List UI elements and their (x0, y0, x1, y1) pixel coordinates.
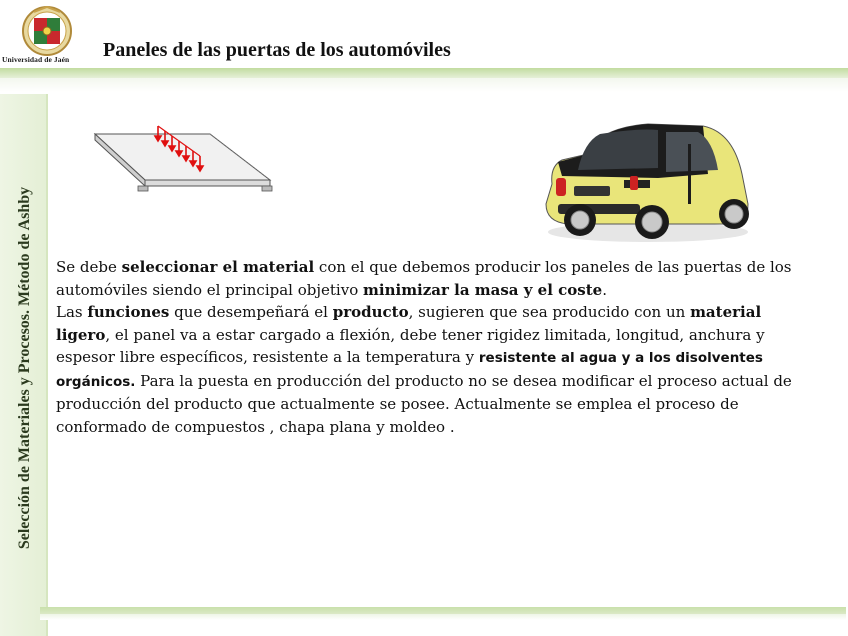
text-run: . (602, 280, 607, 299)
bold-functions: funciones (87, 303, 170, 321)
text-run: , sugieren que sea producido con un (408, 303, 691, 321)
header-shadow (0, 78, 848, 92)
bold-minimize-mass-cost: minimizar la masa y el coste (363, 280, 603, 299)
loaded-panel-diagram-icon (90, 122, 280, 197)
body-text (56, 256, 816, 438)
text-run: que desempeñará el (169, 303, 333, 321)
smart-car-photo-icon (538, 114, 758, 249)
page-title: Paneles de las puertas de los automóviles (103, 39, 451, 61)
text-run: Para la puesta en producción del producto no se desea modificar el proceso actual de producción del producto que actualmente se posee. Actualmente se emplea el proceso de conformado de compuestos , chapa plana y moldeo . (56, 371, 792, 436)
bold-light-material: material ligero (56, 303, 762, 344)
paragraph-objective (56, 256, 816, 301)
bold-water-solvent-resistant: resistente al agua y a los disolventes orgánicos. (56, 350, 763, 390)
footer-divider (40, 607, 846, 614)
bold-select-material: seleccionar el material (121, 258, 315, 276)
footer-shadow (40, 614, 846, 620)
header-divider (0, 68, 848, 78)
text-run: Se debe (56, 258, 122, 276)
logo-caption: Universidad de Jaén (2, 55, 70, 64)
text-run: con el que debemos producir los paneles de las puertas de los automóviles siendo el principal objetivo (56, 258, 792, 299)
sidebar-vertical-title: Selección de Materiales y Procesos. Método de Ashby (16, 186, 33, 550)
text-run: , el panel va a estar cargado a flexión, debe tener rigidez limitada, longitud, anchura y espesor libre específicos, resistente a la temperatura y (56, 325, 765, 366)
bold-product: producto (332, 303, 409, 321)
paragraph-functions (56, 301, 816, 438)
text-run: Las (56, 303, 88, 321)
